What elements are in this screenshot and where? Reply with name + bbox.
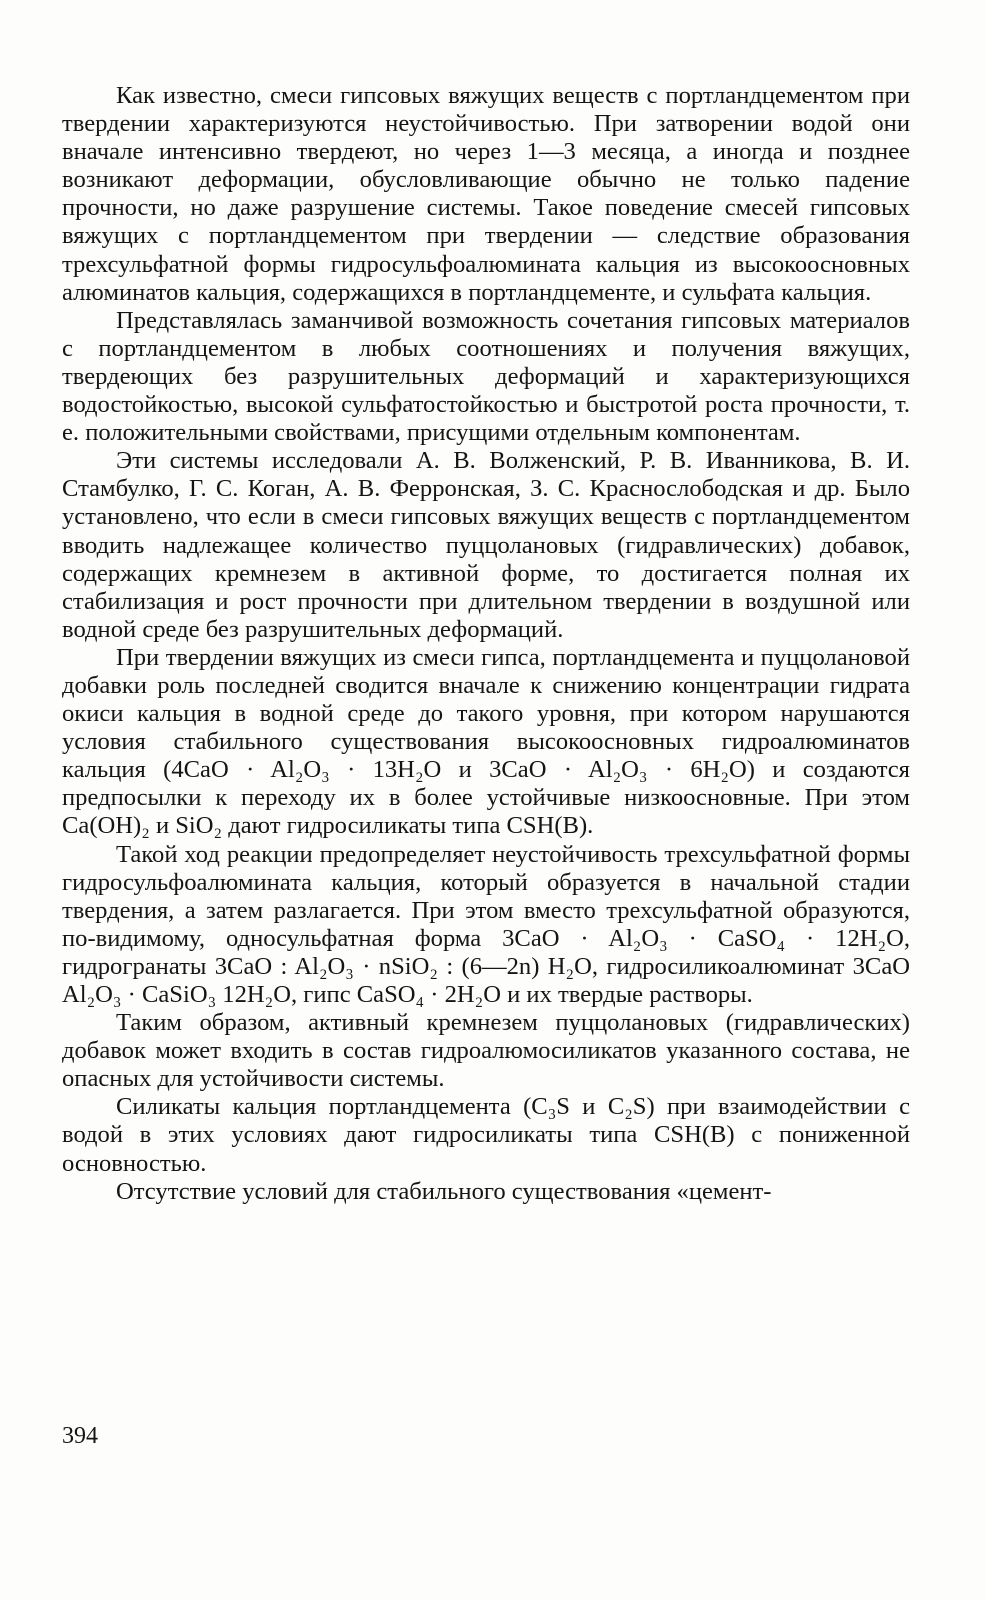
paragraph-4: При твердении вяжущих из смеси гипса, портландцемента и пуццолановой добавки роль последней сводится вначале к снижению концентрации гидрата окиси кальция в водной среде до такого уровня, при котором нарушаются условия стабильного существования высокоосновных гидроалюминатов кальция (4CaO · Al₂O₃ · 13H₂O и 3CaO · Al₂O₃ · 6H₂O) и создаются предпосылки к переходу их в более устойчивые низкоосновные. При этом Ca(OH)₂ и SiO₂ дают гидросиликаты типа CSH(B). [62,643,910,840]
paragraph-3: Эти системы исследовали А. В. Волженский, Р. В. Иванникова, В. И. Стамбулко, Г. С. Коган, А. В. Ферронская, З. С. Краснослободская и др. Было установлено, что если в смеси гипсовых вяжущих веществ с портландцементом вводить надлежащее количество пуццолановых (гидравлических) добавок, содержащих кремнезем в активной форме, то достигается полная их стабилизация и рост прочности при длительном твердении в воздушной или водной среде без разрушительных деформаций. [62,447,910,643]
paragraph-8: Отсутствие условий для стабильного существования «цемент- [116,1177,772,1205]
page-number: 394 [62,1423,98,1449]
paragraph-1: Как известно, смеси гипсовых вяжущих веществ с портландцементом при твердении характеризуются неустойчивостью. При затворении водой они вначале интенсивно твердеют, но через 1—3 месяца, а иногда и позднее возникают деформации, обусловливающие обычно не только падение прочности, но даже разрушение системы. Такое поведение смесей гипсовых вяжущих с портландцементом при твердении — следствие образования трехсульфатной формы гидросульфоалюмината кальция из высокоосновных алюминатов кальция, содержащихся в портландцементе, и сульфата кальция. [62,82,910,306]
paragraph-7: Силикаты кальция портландцемента (C₃S и C₂S) при взаимодействии с водой в этих условиях дают гидросиликаты типа CSH(B) с пониженной основностью. [62,1093,910,1177]
paragraph-6: Таким образом, активный кремнезем пуццолановых (гидравлических) добавок может входить в состав гидроалюмосиликатов указанного состава, не опасных для устойчивости системы. [62,1009,910,1093]
body-text [62,82,910,1206]
paragraph-2: Представлялась заманчивой возможность сочетания гипсовых материалов с портландцементом в любых соотношениях и получения вяжущих, твердеющих без разрушительных деформаций и характеризующихся водостойкостью, высокой сульфатостойкостью и быстротой роста прочности, т. е. положительными свойствами, присущими отдельным компонентам. [62,306,910,447]
paragraph-5: Такой ход реакции предопределяет неустойчивость трехсульфатной формы гидросульфоалюмината кальция, который образуется в начальной стадии твердения, а затем разлагается. При этом вместо трехсульфатной образуются, по-видимому, односульфатная форма 3CaO · Al₂O₃ · CaSO₄ · 12H₂O, гидрогранаты 3CaO : Al₂O₃ · nSiO₂ : (6—2n) H₂O, гидросиликоалюминат 3CaO Al₂O₃ · CaSiO₃ 12H₂O, гипс CaSO₄ · 2H₂O и их твердые растворы. [62,840,910,1008]
